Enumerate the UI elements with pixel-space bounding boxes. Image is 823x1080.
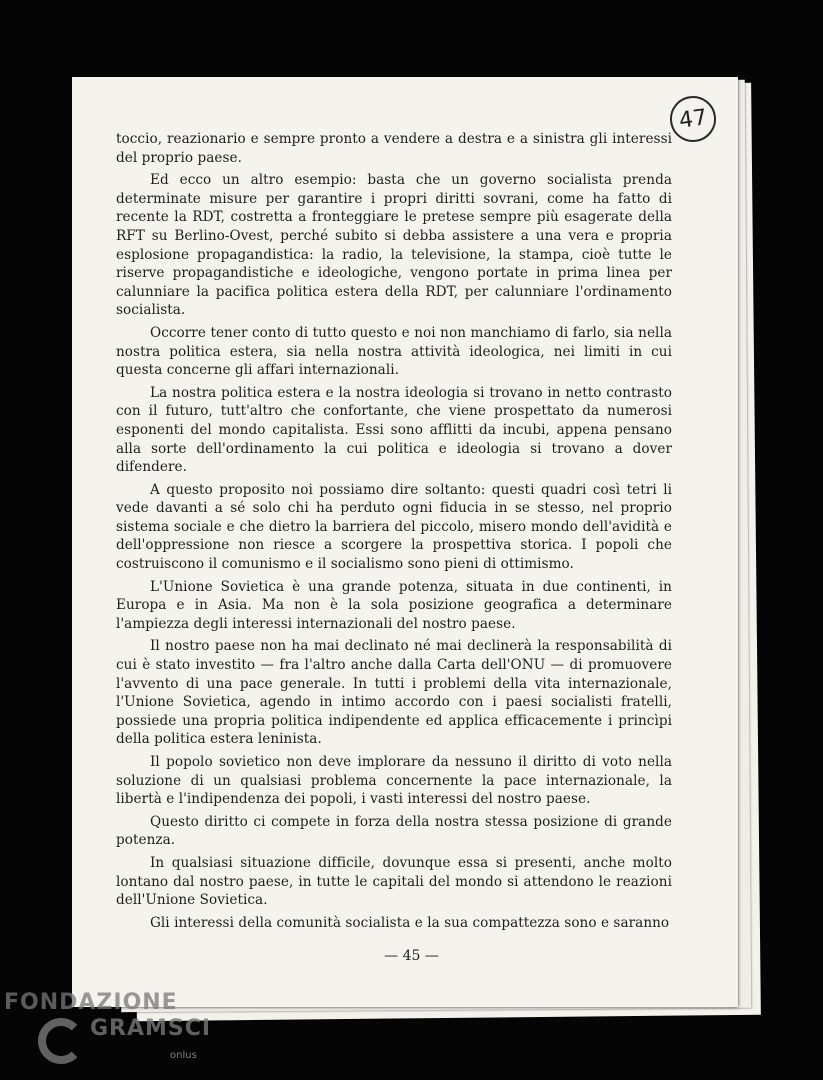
paragraph: toccio, reazionario e sempre pronto a vendere a destra e a sinistra gli interessi del proprio paese.: [116, 131, 672, 166]
fondazione-gramsci-watermark: [4, 990, 224, 1080]
paragraph: L'Unione Sovietica è una grande potenza, situata in due continenti, in Europa e in Asia. Ma non è la sola posizione geografica a determinare l'ampiezza degli interessi internazionali del nostro paese.: [116, 578, 672, 632]
paragraph: Occorre tener conto di tutto questo e noi non manchiamo di farlo, sia nella nostra politica estera, sia nella nostra attività ideologica, nei limiti in cui questa concerne gli affari internazionali.: [116, 324, 672, 379]
paragraph: Questo diritto ci compete in forza della nostra stessa posizione di grande potenza.: [116, 813, 672, 849]
paragraph: In qualsiasi situazione difficile, dovunque essa si presenti, anche molto lontano dal nostro paese, in tutte le capitali del mondo si attendono le reazioni dell'Unione Sovietica.: [116, 854, 672, 909]
paragraph: Gli interessi della comunità socialista e la sua compattezza sono e saranno: [150, 914, 670, 931]
watermark-ring-icon: [38, 1018, 84, 1064]
paragraph: Il nostro paese non ha mai declinato né mai declinerà la responsabilità di cui è stato investito — fra l'altro anche dalla Carta dell'ONU — di promuovere l'avvento di una pace generale. In tutti i problemi della vita internazionale, l'Unione Sovietica, agendo in intimo accordo con i paesi socialisti fratelli, possiede una propria politica indipendente ed applica efficacemente i princìpi della politica estera leninista.: [116, 638, 672, 748]
paragraph: Ed ecco un altro esempio: basta che un governo socialista prenda determinate misure per garantire i propri diritti sovrani, come ha fatto di recente la RDT, costretta a fronteggiare le pretese sempre più esagerate della RFT su Berlino-Ovest, perché subito si debba assistere a una vera e propria esplosione propagandistica: la radio, la televisione, la stampa, cioè tutte le riserve propagandistiche e ideologiche, vengono portate in prima linea per calunniare la pacifica politica estera della RDT, per calunniare l'ordinamento socialista.: [116, 172, 672, 319]
body-text: [116, 130, 672, 936]
page-folio: — 45 —: [384, 948, 439, 964]
handwritten-page-number: 47: [667, 93, 719, 145]
paragraph: La nostra politica estera e la nostra ideologia si trovano in netto contrasto con il futuro, tutt'altro che confortante, che viene prospettato da numerosi esponenti del mondo capitalista. Essi sono afflitti da incubi, appena pensano alla sorte dell'ordinamento la cui politica e ideologia si trovano a dover difendere.: [116, 384, 672, 476]
watermark-line2: GRAMSCI: [90, 1016, 212, 1041]
watermark-line1: FONDAZIONE: [4, 990, 178, 1015]
watermark-line3: onlus: [170, 1050, 197, 1061]
paragraph: Il popolo sovietico non deve implorare da nessuno il diritto di voto nella soluzione di un qualsiasi problema concernente la pace internazionale, la libertà e l'indipendenza dei popoli, i vasti interessi del nostro paese.: [116, 754, 672, 808]
paragraph: A questo proposito noi possiamo dire soltanto: questi quadri così tetri li vede davanti a sé solo chi ha perduto ogni fiducia in se stesso, nel proprio sistema sociale e che dietro la barriera del piccolo, misero mondo dell'avidità e dell'oppressione non riesce a scorgere la prospettiva storica. I popoli che costruiscono il comunismo e il socialismo sono pieni di ottimismo.: [116, 481, 672, 573]
